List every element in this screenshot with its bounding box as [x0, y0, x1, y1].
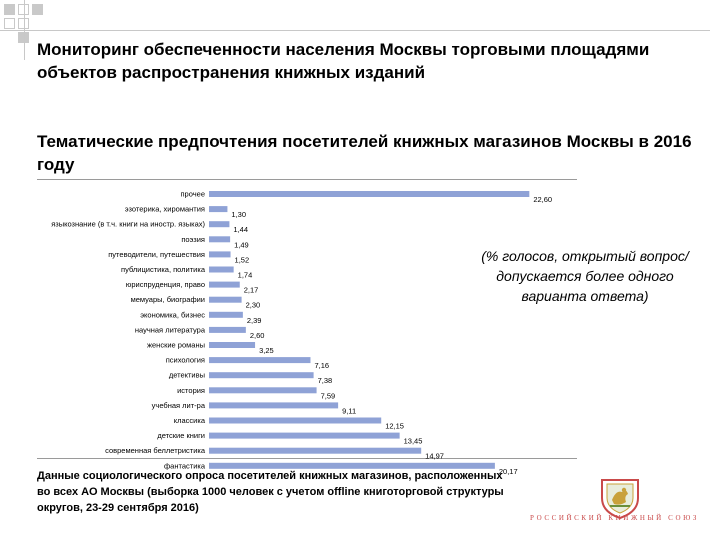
value-label: 2,60 — [249, 330, 265, 340]
bar — [209, 251, 231, 257]
value-label: 7,38 — [317, 376, 333, 386]
category-label: экономика, бизнес — [140, 310, 205, 320]
bar — [209, 448, 421, 454]
value-label: 9,11 — [342, 406, 357, 416]
chart-note: (% голосов, открытый вопрос/ допускается более одного варианта ответа) — [481, 248, 689, 304]
category-label: поэзия — [181, 234, 205, 244]
category-label: история — [177, 385, 205, 395]
value-label: 1,49 — [234, 240, 249, 250]
bar — [209, 297, 242, 303]
category-label: языкознание (в т.ч. книги на иностр. языках) — [51, 219, 205, 229]
bar — [209, 357, 310, 363]
value-label: 2,17 — [243, 285, 259, 295]
bar — [209, 236, 230, 242]
value-label: 1,52 — [234, 255, 250, 265]
value-label: 20,17 — [498, 466, 518, 476]
bar — [209, 418, 381, 424]
source-note: Данные социологического опроса посетителей книжных магазинов, расположенных во всех АО Москвы (выборка 1000 человек с учетом offline книготорговой структуры округов, 23-29 сентября 2016) — [37, 470, 504, 514]
value-label: 22,60 — [533, 195, 553, 204]
bar — [209, 191, 529, 197]
category-label: путеводители, путешествия — [108, 249, 205, 259]
value-label: 1,44 — [233, 225, 249, 235]
bar — [209, 312, 243, 318]
bar — [209, 372, 314, 378]
category-label: классика — [173, 416, 205, 425]
category-label: психология — [165, 355, 205, 365]
bar — [209, 433, 400, 439]
page-title: Мониторинг обеспеченности населения Москвы торговыми площадями объектов распространения книжных изданий — [37, 40, 650, 82]
category-label: детективы — [168, 370, 205, 380]
category-label: публицистика, политика — [121, 265, 205, 274]
value-label: 3,25 — [259, 346, 274, 355]
category-label: научная литература — [134, 325, 205, 335]
category-label: фантастика — [164, 461, 205, 471]
value-label: 2,39 — [246, 315, 262, 325]
bar — [209, 206, 227, 212]
bar — [209, 402, 338, 408]
category-label: учебная лит-ра — [151, 400, 205, 410]
bar — [209, 282, 240, 288]
bar — [209, 327, 246, 333]
bar — [209, 342, 255, 348]
category-label: юриспруденция, право — [125, 280, 205, 290]
bar — [209, 387, 317, 393]
category-label: современная беллетристика — [105, 446, 205, 456]
bar — [209, 267, 234, 273]
organization-name: РОССИЙСКИЙ КНИЖНЫЙ СОЮЗ — [530, 514, 700, 522]
category-label: детские книги — [157, 431, 205, 441]
category-label: эзотерика, хиромантия — [124, 204, 205, 214]
value-label: 13,45 — [403, 436, 423, 446]
value-label: 12,15 — [385, 421, 404, 431]
value-label: 7,16 — [314, 361, 330, 371]
value-label: 1,30 — [231, 210, 247, 220]
value-label: 14,97 — [425, 451, 444, 461]
category-label: женские романы — [146, 340, 205, 350]
category-label: мемуары, биографии — [130, 295, 205, 305]
emblem-icon — [596, 472, 644, 520]
chart-title: Тематические предпочтения посетителей книжных магазинов Москвы в 2016 году — [37, 132, 692, 174]
bar — [209, 221, 229, 227]
value-label: 1,74 — [237, 270, 253, 280]
value-label: 2,30 — [245, 300, 261, 310]
value-label: 7,59 — [320, 391, 336, 401]
category-label: прочее — [180, 189, 205, 199]
